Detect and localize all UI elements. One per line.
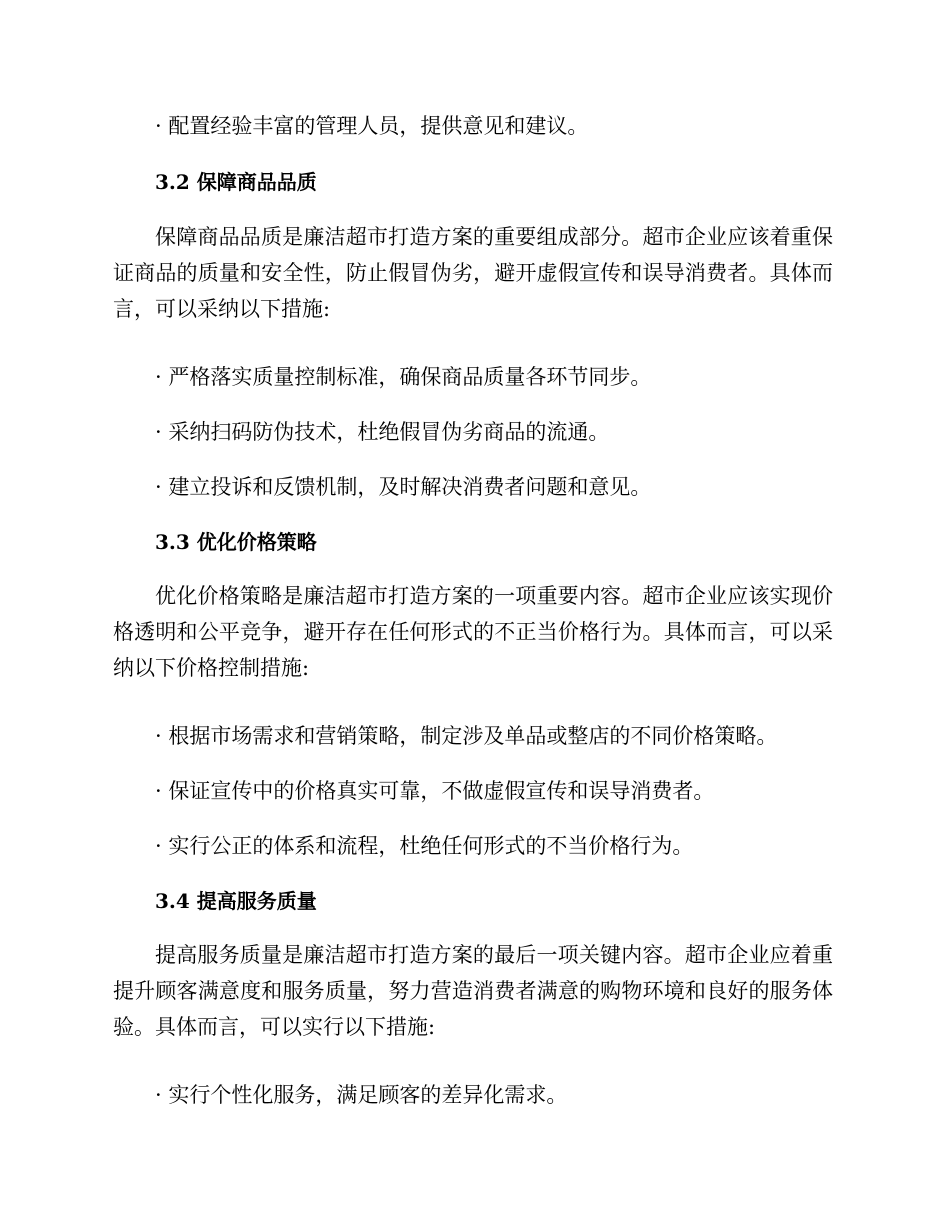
bullet-item: · 配置经验丰富的管理人员，提供意见和建议。 <box>155 114 589 138</box>
paragraph: 优化价格策略是廉洁超市打造方案的一项重要内容。超市企业应该实现价格透明和公平竞争，避开存在任何形式的不正当价格行为。具体而言，可以采纳以下价格控制措施: <box>113 584 833 680</box>
section-heading: 3.3 优化价格策略 <box>155 530 317 554</box>
section-heading: 3.2 保障商品品质 <box>155 170 317 194</box>
section-heading: 3.4 提高服务质量 <box>155 889 317 913</box>
bullet-item: · 根据市场需求和营销策略，制定涉及单品或整店的不同价格策略。 <box>155 724 778 748</box>
bullet-item: · 保证宣传中的价格真实可靠，不做虚假宣传和误导消费者。 <box>155 779 715 803</box>
bullet-item: · 严格落实质量控制标准，确保商品质量各环节同步。 <box>155 365 652 389</box>
paragraph: 提高服务质量是廉洁超市打造方案的最后一项关键内容。超市企业应着重提升顾客满意度和服务质量，努力营造消费者满意的购物环境和良好的服务体验。具体而言，可以实行以下措施: <box>113 943 833 1039</box>
bullet-item: · 实行个性化服务，满足顾客的差异化需求。 <box>155 1083 568 1107</box>
bullet-item: · 实行公正的体系和流程，杜绝任何形式的不当价格行为。 <box>155 834 694 858</box>
bullet-item: · 采纳扫码防伪技术，杜绝假冒伪劣商品的流通。 <box>155 420 610 444</box>
paragraph: 保障商品品质是廉洁超市打造方案的重要组成部分。超市企业应该着重保证商品的质量和安全性，防止假冒伪劣，避开虚假宣传和误导消费者。具体而言，可以采纳以下措施: <box>113 225 833 321</box>
bullet-item: · 建立投诉和反馈机制，及时解决消费者问题和意见。 <box>155 475 652 499</box>
